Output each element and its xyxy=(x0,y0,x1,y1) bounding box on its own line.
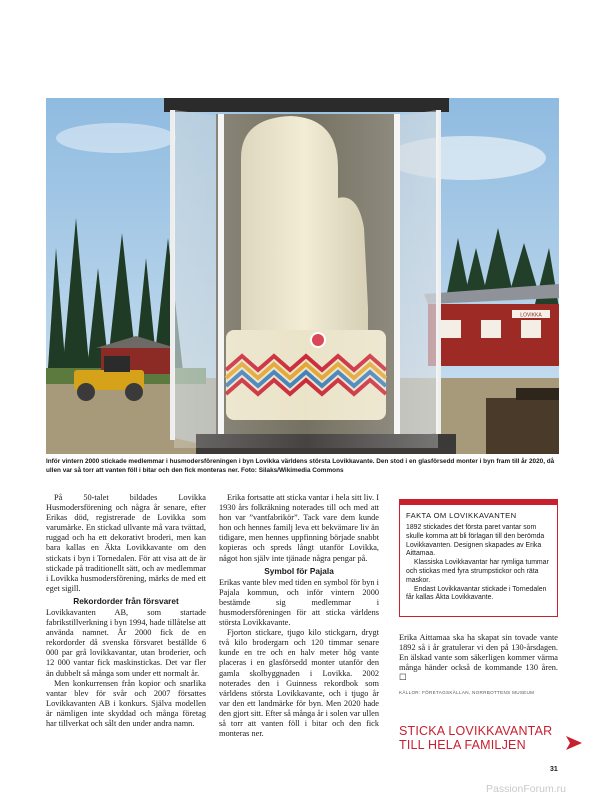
teaser-link[interactable] xyxy=(399,724,559,752)
giant-mitten-photo xyxy=(46,98,559,454)
article-column-1 xyxy=(46,493,206,729)
teaser-line-2: TILL HELA FAMILJEN xyxy=(399,738,526,752)
cloud xyxy=(56,123,176,153)
sources-line: KÄLLOR: FÖRETAGSKÄLLAN, NORRBOTTENS MUSEUM xyxy=(399,690,535,695)
photo-illustration xyxy=(46,98,559,454)
paragraph: Erikas vante blev med tiden en symbol för byn i Pajala kommun, och inför vintern 2000 bestämde sig medlemmar i husmodersföreningen för att sticka världens största Lovikkavante. xyxy=(219,577,379,628)
subheading: Rekordorder från försvaret xyxy=(73,595,179,606)
page-number: 31 xyxy=(550,766,558,773)
paragraph: På 50-talet bildades Lovikka Husmodersförening och några år senare, efter Erikas död, registrerade de Lovikka som varumärke. En stickad ullvante må vara tvättad, ruggad och ha ett dekorativt broderi, men kan bara kallas en Äkta Lovikkavante om den stickats i byn i Tornedalen. För att visa att de är stickade på traditionellt sätt, och av medlemmar i Lovikka husmodersförening, märks de med ett eget sigill. xyxy=(46,493,206,593)
end-mark-icon: ☐ xyxy=(399,673,407,683)
paragraph: Fjorton stickare, tjugo kilo stickgarn, drygt två kilo brodergarn och 120 timmar senare kunde en tre och en halv meter hög vante placeras i en glasförsedd monter utanför den gamla skolbyggnaden i Lovikka. 2002 noterades den i Guinness rekordbok som världens största Lovikkavante, och i tjugo år var den ett landmärke för byn. Men 2020 hade den gjort sitt. Efter så många år i solen var ullen så torr att vanten föll i bitar och den fick monteras ner. xyxy=(219,628,379,739)
fact-paragraph: Endast Lovikkavantar stickade i Tornedalen får kallas Äkta Lovikkavante. xyxy=(406,585,547,602)
glass-reflection xyxy=(174,112,438,448)
paragraph: Men konkurrensen från kopior och snarlika vantar blev för svår och 2007 försattes Lovikkavanten AB i konkurs. Själva modellen är nämligen inte skyddad och många företag har tillverkat och sålt den under andra namn. xyxy=(46,678,206,728)
paragraph xyxy=(399,633,558,683)
fact-box-title: FAKTA OM LOVIKKAVANTEN xyxy=(406,511,517,520)
arrow-right-icon[interactable] xyxy=(566,736,582,750)
teaser-line-1: STICKA LOVIKKAVANTAR xyxy=(399,724,553,738)
photo-caption: Inför vintern 2000 stickade medlemmar i husmodersföreningen i byn Lovikka världens största Lovikkavante. Den stod i en glasförsedd monter i byn fram till år 2020, då ullen var så torr att vanten föll i bitar och den fick monteras ner. Foto: Silaks/Wikimedia Commons xyxy=(46,458,555,474)
watermark: PassionForum.ru xyxy=(486,783,566,795)
article-column-2 xyxy=(219,493,379,739)
building-sign: LOVIKKA xyxy=(520,312,542,319)
paragraph: Erika fortsatte att sticka vantar i hela sitt liv. I 1930 års folkräkning noterades till och med att hon var ”vantfabrikör”. Tack vare dem kunde hon och hennes familj leva ett bekvämare liv än tidigare, men hennes uppfinning började snabbt kopieras och spreds långt utanför Lovikka, något hon själv inte tjänade några pengar på. xyxy=(219,493,379,563)
fact-paragraph: Klassiska Lovikkavantar har rymliga tummar och stickas med fyra strumpstickor och räta maskor. xyxy=(406,559,549,584)
fact-paragraph: 1892 stickades det första paret vantar som skulle komma att bli förlagan till den berömda Lovikkavanten. Designen skapades av Erika Aittamaa. xyxy=(406,524,545,558)
subheading: Symbol för Pajala xyxy=(264,565,334,576)
closing-text: Erika Aittamaa ska ha skapat sin tovade vante 1892 så i år gratulerar vi den på 130-årsdagen. En älskad vante som säkerligen kommer värma många händer också de kommande 130 åren. xyxy=(399,633,558,673)
fact-box xyxy=(399,499,558,617)
paragraph: Lovikkavanten AB, som startade fabrikstillverkning i byn 1994, hade tillåtelse att använda namnet. År 2000 fick de en rekordorder då svenska försvaret beställde 6 000 par grå lovikkavantar, utan broderier, och 12 000 vantar fick maskinstickas. Det var fler än dubbelt så många som under ett normalt år. xyxy=(46,607,206,678)
closing-paragraph xyxy=(399,633,558,683)
red-building-right xyxy=(424,284,559,366)
